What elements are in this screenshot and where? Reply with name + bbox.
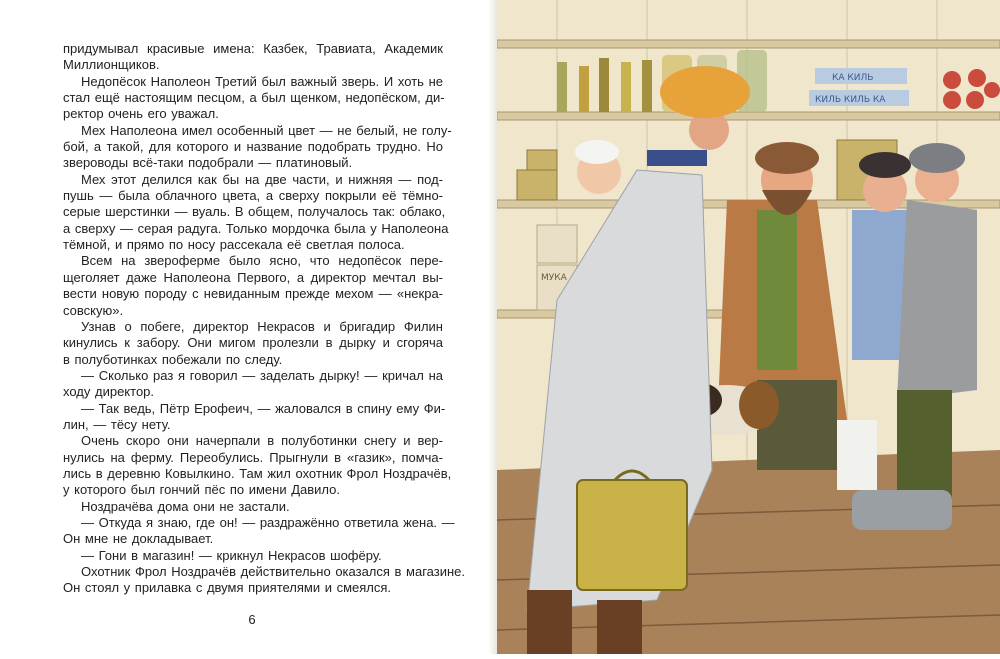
text-line: Он мне не докладывает. <box>63 531 214 547</box>
text-line: Недопёсок Наполеон Третий был важный зверь. И хоть не <box>81 73 443 89</box>
text-line: Мех этот делился как бы на две части, и нижняя — под- <box>81 171 443 187</box>
text-line: ходу директор. <box>63 384 155 400</box>
text-line: — Гони в магазин! — крикнул Некрасов шофёру. <box>81 547 382 563</box>
text-line: пушь — была облачного цвета, а сверху покрыли её тёмно- <box>63 188 443 204</box>
text-line: стал ещё настоящим песцом, а был щенком, недопёском, ди- <box>63 90 445 106</box>
text-line: звероводы всё-таки подобрали — платиновый. <box>63 155 353 171</box>
text-line: а сверху — серая радуга. Только мордочка была у Наполеона <box>63 220 449 236</box>
flour-sack-label: МУКА <box>541 273 567 283</box>
text-line: лись в деревню Ковылкино. Там жил охотник Фрол Ноздрачёв, <box>63 465 452 481</box>
text-line: — Сколько раз я говорил — заделать дырку! — кричал на <box>81 367 443 383</box>
text-line: совскую». <box>63 302 124 318</box>
text-line: Всем на звероферме было ясно, что недопёсок пере- <box>81 253 443 269</box>
text-line: Мех Наполеона имел особенный цвет — не белый, не голу- <box>81 122 452 138</box>
text-line: нулись на ферму. Переобулись. Прыгнули в «газик», помча- <box>63 449 443 465</box>
page-number: 6 <box>248 612 256 627</box>
illustration <box>497 0 1000 654</box>
text-line: вести новую породу с невиданным прежде мехом — «некра- <box>63 286 443 302</box>
text-line: лин, — тёсу нету. <box>63 416 171 432</box>
text-line: — Так ведь, Пётр Ерофеич, — жаловался в спину ему Фи- <box>81 400 446 416</box>
text-line: щеголяет даже Наполеона Первого, а директор мечтал вы- <box>63 269 443 285</box>
text-line: серые шерстинки — вуаль. В общем, получалось так: облако, <box>63 204 446 220</box>
text-line: кинулись к забору. Они мигом пролезли в дырку и сгоряча <box>63 335 443 351</box>
text-line: Очень скоро они начерпали в полуботинки снегу и вер- <box>81 433 443 449</box>
text-line: Охотник Фрол Ноздрачёв действительно оказался в магазине. <box>81 564 466 579</box>
text-line: у которого был гончий пёс по имени Давило. <box>63 482 340 498</box>
text-line: — Откуда я знаю, где он! — раздражённо ответила жена. — <box>81 514 455 530</box>
text-line: придумывал красивые имена: Казбек, Травиата, Академик <box>63 41 443 56</box>
svg-text:КА КИЛЬ: КА КИЛЬ <box>832 73 874 83</box>
text-line: бой, а такой, для которого и название подобрать трудно. Но <box>63 139 443 155</box>
text-line: Миллионщиков. <box>63 57 160 73</box>
text-line: Узнав о побеге, директор Некрасов и бригадир Филин <box>81 318 443 334</box>
text-line: ректор очень его уважал. <box>63 106 219 122</box>
text-line: в полуботинках побежали по следу. <box>63 351 283 367</box>
svg-text:КИЛЬ КИЛЬ КА: КИЛЬ КИЛЬ КА <box>815 95 886 105</box>
book-spine <box>488 0 497 654</box>
text-line: Ноздрачёва дома они не застали. <box>81 498 290 514</box>
text-line: тёмной, и прямо по носу рассекала её светлая полоса. <box>63 237 405 253</box>
briefcase <box>577 471 687 590</box>
body-text <box>63 41 466 597</box>
text-line: Он стоял у прилавка с двумя приятелями и смеялся. <box>63 580 392 596</box>
left-page <box>0 0 492 654</box>
